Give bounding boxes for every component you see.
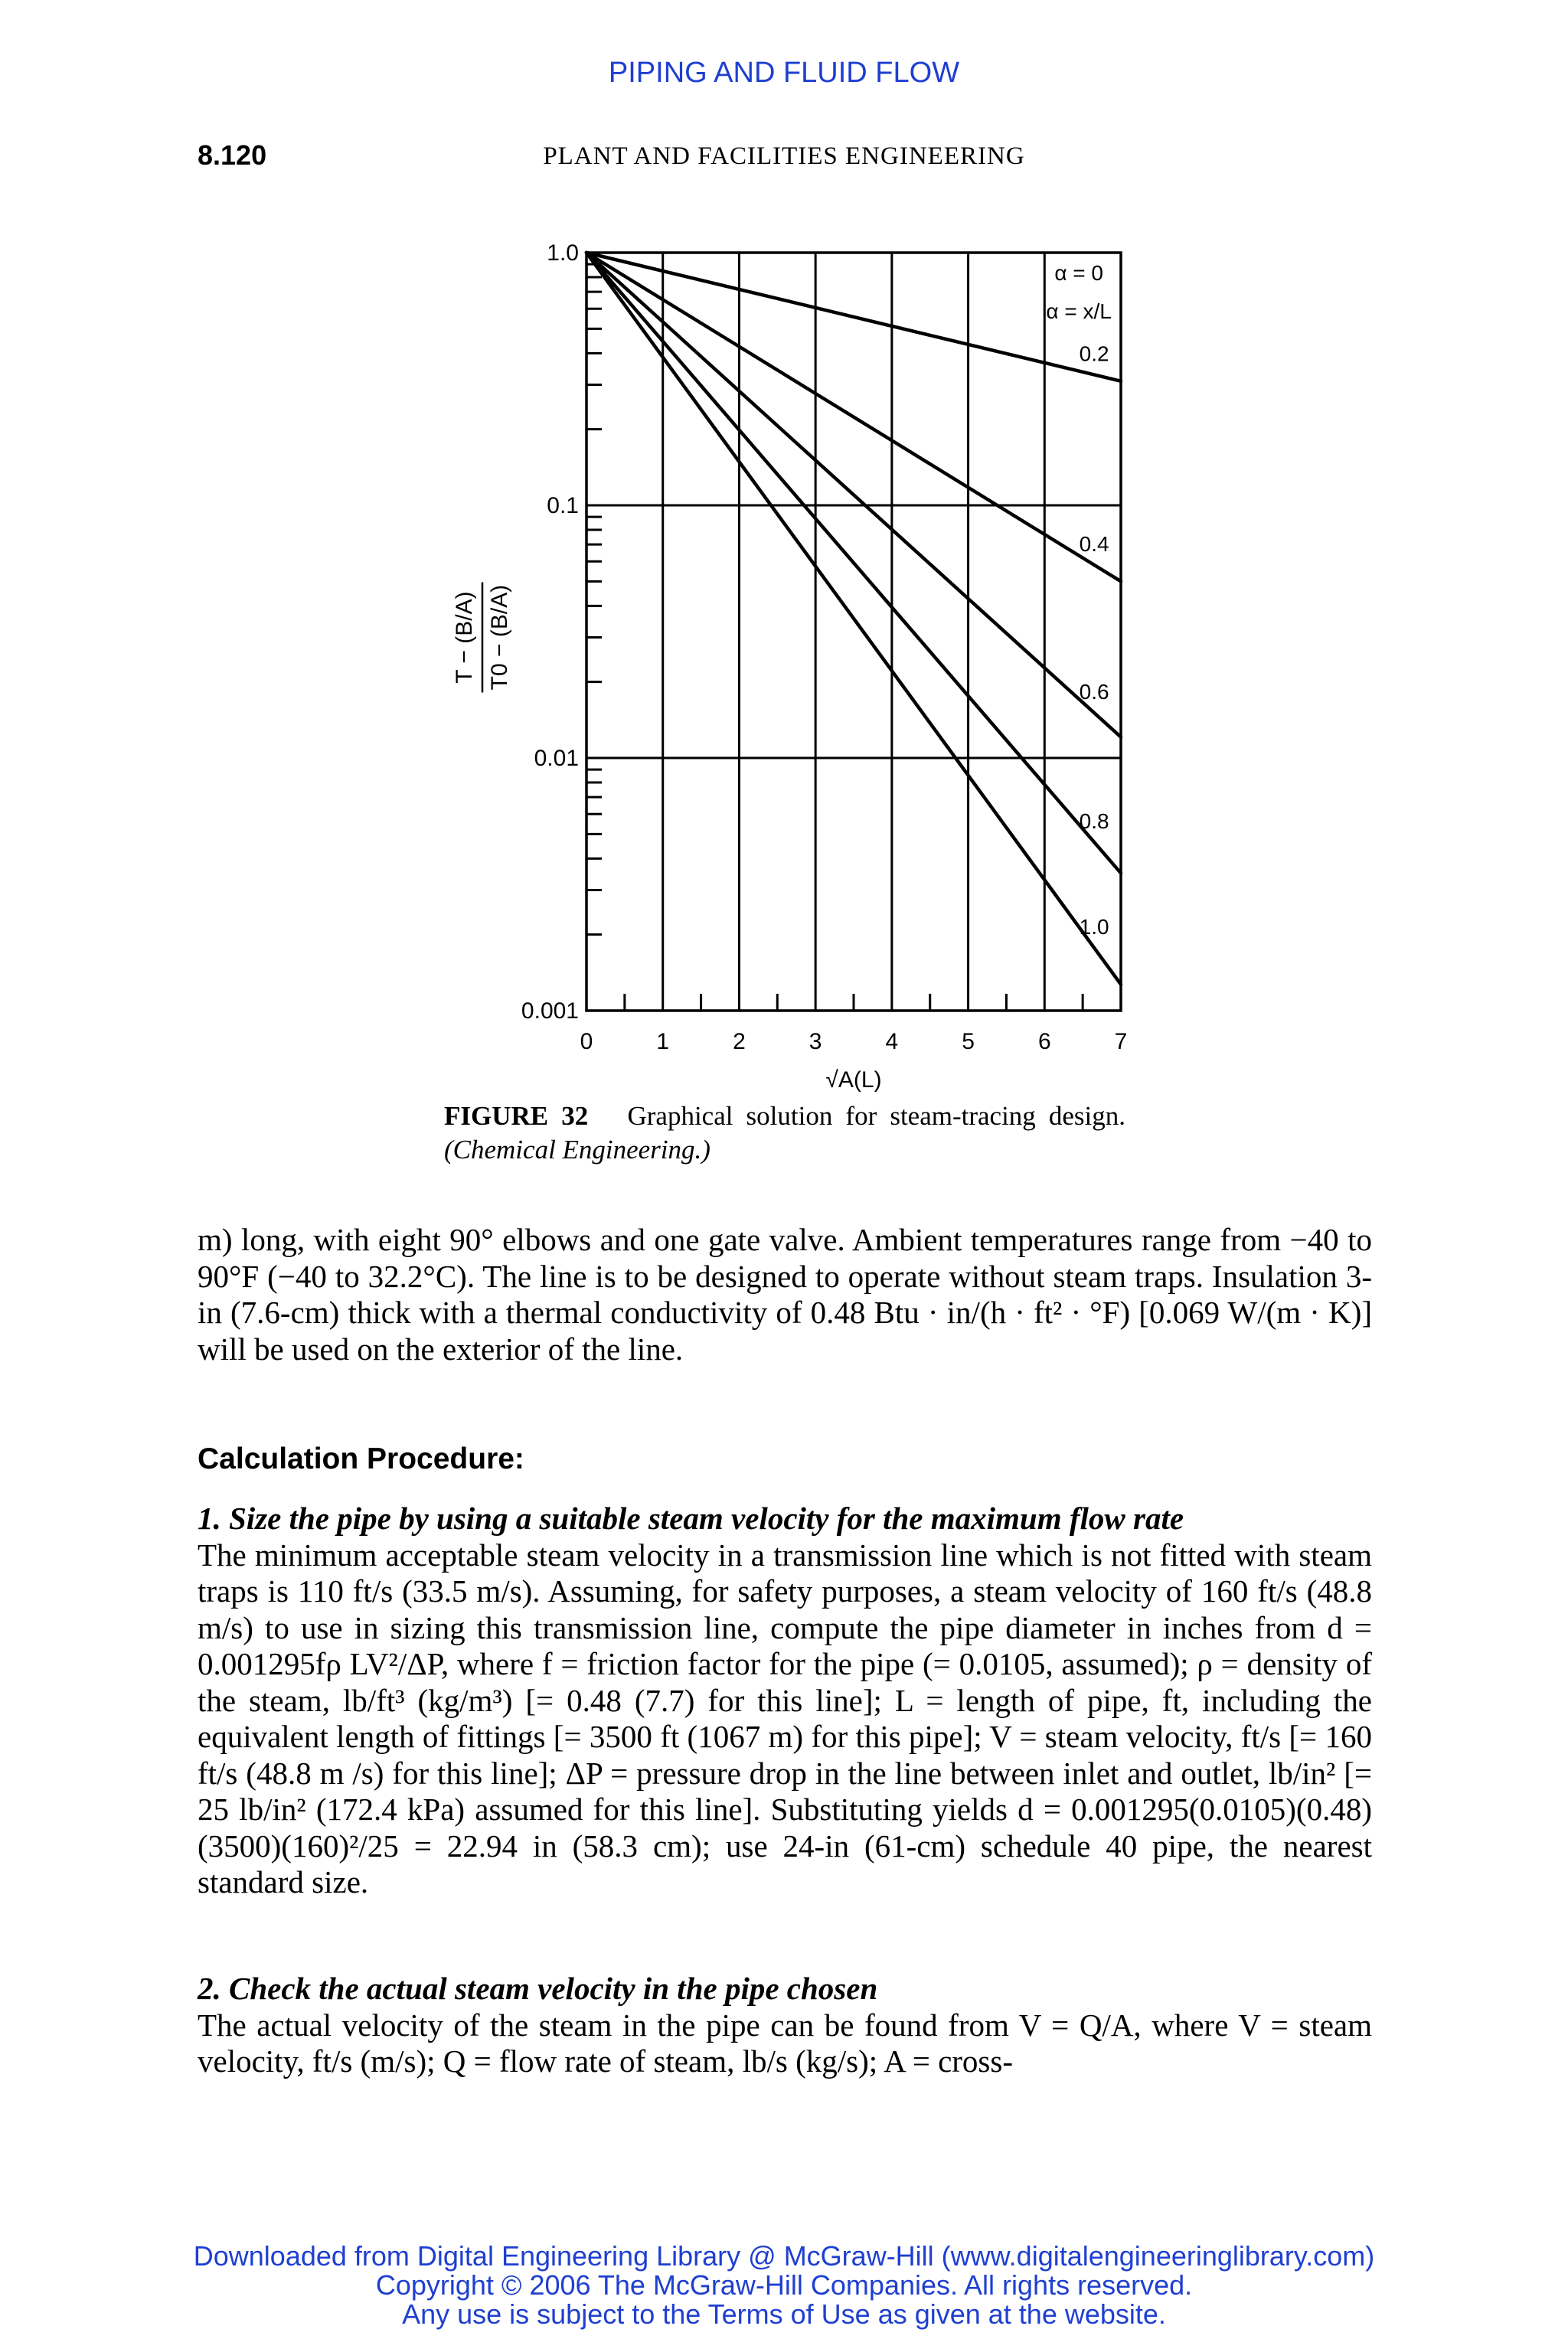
step-1-text: The minimum acceptable steam velocity in a transmission line which is not fitted with steam traps is 110 ft/s (33.5 m/s). Assuming, for safety purposes, a steam velocity of 160 ft/s (48.8 m/s) to use in sizing this transmission line, compute the pipe diameter in inches from d = 0.001295fρ LV²/ΔP, where f = friction factor for the pipe (= 0.0105, assumed); ρ = density of the steam, lb/ft³ (kg/m³) [= 0.48 (7.7) for this line]; L = length of pipe, ft, including the equivalent length of fittings [= 3500 ft (1067 m) for this pipe]; V = steam velocity, ft/s [= 160 ft/s (48.8 m /s) for this line]; ΔP = pressure drop in the line between inlet and outlet, lb/in² [= 25 lb/in² (172.4 kPa) assumed for this line]. Substituting yields d = 0.001295(0.0105)(0.48)(3500)(160)²/25 = 22.94 in (58.3 cm); use 24-in (61-cm) schedule 40 pipe, the nearest standard size.	[198, 1537, 1372, 1900]
figure-caption	[444, 1099, 1125, 1167]
step-2-title: 2. Check the actual steam velocity in the pipe chosen	[198, 1971, 878, 2006]
series-label: 0.8	[1079, 808, 1109, 833]
x-tick-label: 7	[1114, 1029, 1128, 1054]
y-tick-label: 1.0	[547, 240, 579, 266]
y-tick-label: 0.1	[547, 493, 579, 518]
x-tick-label: 1	[656, 1029, 670, 1054]
y-axis-label-denominator: T0 − (B/A)	[487, 584, 512, 691]
body-paragraph-1: m) long, with eight 90° elbows and one gate valve. Ambient temperatures range from −40 to 90°F (−40 to 32.2°C). The line is to be designed to operate without steam traps. Insulation 3-in (7.6-cm) thick with a thermal conductivity of 0.48 Btu · in/(h · ft² · °F) [0.069 W/(m · K)] will be used on the exterior of the line.	[198, 1222, 1372, 1367]
figure-caption-source: (Chemical Engineering.)	[444, 1135, 710, 1165]
y-axis-label-numerator: T − (B/A)	[452, 591, 477, 684]
x-tick-label: 6	[1037, 1029, 1051, 1054]
step-2	[198, 1971, 1372, 2080]
footer-line-2: Copyright © 2006 The McGraw-Hill Companies. All rights reserved.	[375, 2269, 1193, 2301]
step-1	[198, 1501, 1372, 1901]
x-tick-label: 0	[580, 1029, 593, 1054]
chart-grid	[586, 253, 1121, 1011]
x-tick-label: 5	[962, 1029, 975, 1054]
series-label: 0.4	[1079, 531, 1109, 556]
x-axis-label: √A(L)	[825, 1067, 882, 1093]
footer	[0, 2242, 1568, 2329]
steam-tracing-chart	[421, 230, 1187, 1095]
series-line	[586, 253, 1121, 873]
series-label: 0.6	[1079, 680, 1109, 704]
y-tick-label: 0.01	[534, 746, 579, 771]
chart-series	[586, 253, 1121, 985]
step-1-title: 1. Size the pipe by using a suitable steam velocity for the maximum flow rate	[198, 1501, 1184, 1536]
series-label: 1.0	[1079, 914, 1109, 939]
chart-labels	[452, 240, 1127, 1093]
footer-line-1: Downloaded from Digital Engineering Library @ McGraw-Hill (www.digitalengineeringlibrary.com)	[193, 2240, 1375, 2272]
x-tick-label: 4	[885, 1029, 899, 1054]
step-2-text: The actual velocity of the steam in the pipe can be found from V = Q/A, where V = steam velocity, ft/s (m/s); Q = flow rate of steam, lb/s (kg/s); A = cross-	[198, 2007, 1372, 2079]
y-axis-label	[452, 583, 512, 693]
series-line	[586, 253, 1121, 581]
plot-frame	[586, 253, 1121, 1011]
chapter-banner: PIPING AND FLUID FLOW	[608, 57, 960, 89]
running-head: PLANT AND FACILITIES ENGINEERING	[543, 142, 1025, 170]
footer-line-3: Any use is subject to the Terms of Use as given at the website.	[402, 2298, 1166, 2330]
chart-axes	[586, 253, 1121, 1011]
figure-caption-text: Graphical solution for steam-tracing design.	[627, 1101, 1126, 1131]
series-label: 0.2	[1079, 341, 1109, 366]
series-line	[586, 253, 1121, 737]
figure-caption-label: FIGURE 32	[444, 1101, 589, 1131]
x-tick-label: 3	[808, 1029, 822, 1054]
y-tick-label: 0.001	[521, 998, 579, 1024]
legend-title: α = x/L	[1046, 299, 1112, 323]
legend-title: α = 0	[1054, 261, 1103, 285]
x-tick-label: 2	[733, 1029, 746, 1054]
page-number: 8.120	[198, 139, 267, 171]
section-heading: Calculation Procedure:	[198, 1442, 524, 1475]
